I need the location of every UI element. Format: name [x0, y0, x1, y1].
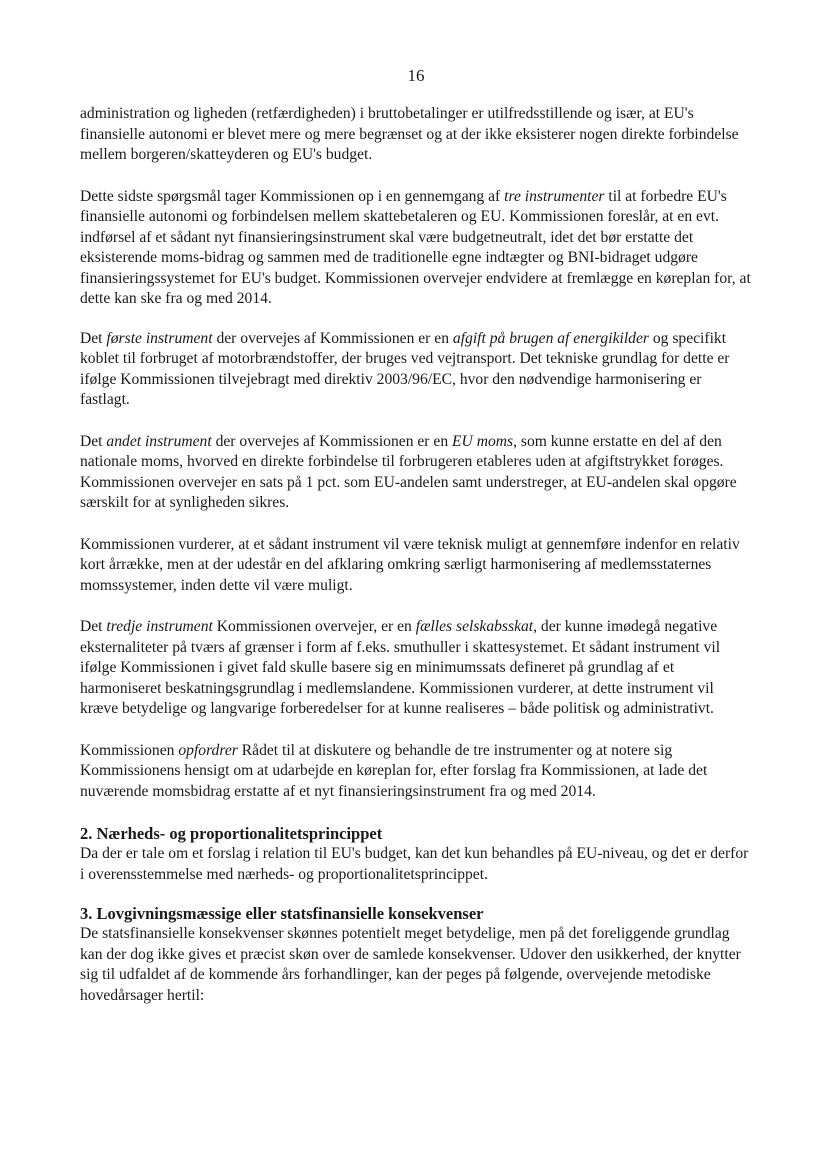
document-body: [80, 104, 755, 1024]
body-paragraph: [80, 741, 755, 803]
emphasis-text: tredje instrument: [106, 618, 213, 635]
emphasis-text: EU moms: [452, 432, 514, 450]
paragraph-text: Kommissionen overvejer, er en: [212, 618, 416, 635]
paragraph-text: , der kunne imødegå negative eksternaliteter på tværs af grænser i form af f.eks. smuthuller i skattesystemet. Et sådant instrument vil ifølge Kommissionen i givet fald skulle basere sig en minimumssats defineret på grundlag af et harmoniseret beskatningsgrundlag i medlemslandene. Kommissionen vurderer, at dette instrument vil kræve betydelige og langvarige forberedelser for at kunne realiseres – både politisk og administrativt.: [80, 618, 721, 717]
body-paragraph: [80, 535, 755, 597]
paragraph-text: Rådet til at diskutere og behandle de tre instrumenter og at notere sig Kommissionens hensigt om at udarbejde en køreplan for, efter forslag fra Kommissionen, at lade det nuværende momsbidrag erstatte af et nyt finansieringsinstrument fra og med 2014.: [80, 741, 708, 800]
emphasis-text: opfordrer: [178, 741, 238, 759]
emphasis-text: fælles selskabsskat: [415, 618, 534, 635]
page-number: 16: [407, 66, 425, 85]
paragraph-list: [80, 104, 755, 802]
paragraph-text: til at forbedre EU's finansielle autonomi og forbindelsen mellem skattebetaleren og EU. Kommissionen foreslår, at en evt. indførsel af et sådant nyt finansieringsinstrument skal være budgetneutralt, idet det bør erstatte det eksisterende moms-bidrag og sammen med de traditionelle egne indtægter og BNI-bidraget udgøre finansieringssystemet for EU's budget. Kommissionen overvejer endvidere at fremlægge en køreplan for, at dette kan ske fra og med 2014.: [80, 187, 751, 307]
paragraph-text: Dette sidste spørgsmål tager Kommissionen op i en gennemgang af: [80, 187, 505, 205]
emphasis-text: første instrument: [106, 329, 213, 347]
paragraph-text: Det: [80, 329, 107, 347]
paragraph-text: Det: [80, 618, 107, 635]
body-paragraph: [80, 104, 755, 166]
section-consequences: [80, 903, 755, 1006]
paragraph-text: , som kunne erstatte en del af den nationale moms, hvorved en direkte forbindelse til forbrugeren etableres uden at afgiftstrykket forøges. Kommissionen overvejer en sats på 1 pct. som EU-andelen samt understreger, at EU-andelen skal opgøre særskilt for at synligheden sikres.: [80, 432, 737, 511]
paragraph-text: Det: [80, 432, 107, 450]
emphasis-text: afgift på brugen af energikilder: [452, 329, 649, 347]
body-paragraph: [80, 617, 755, 720]
emphasis-text: tre instrumenter: [504, 187, 605, 205]
section-heading: 2. Nærheds- og proportionalitetsprincippet: [80, 824, 383, 843]
body-paragraph: [80, 187, 755, 310]
section-body: De statsfinansielle konsekvenser skønnes potentielt meget betydelige, men på det foreliggende grundlag kan der dog ikke gives et præcist skøn over de samlede konsekvenser. Udover den usikkerhed, der knytter sig til udfaldet af de kommende års forhandlinger, kan der peges på følgende, overvejende metodiske hovedårsager hertil:: [80, 925, 741, 1004]
paragraph-text: Kommissionen: [80, 741, 179, 759]
body-paragraph: [80, 329, 755, 411]
section-subsidiarity: [80, 823, 755, 885]
section-body: Da der er tale om et forslag i relation til EU's budget, kan det kun behandles på EU-niveau, og det er derfor i overensstemmelse med nærheds- og proportionalitetsprincippet.: [80, 845, 749, 883]
emphasis-text: andet instrument: [106, 432, 212, 450]
paragraph-text: Kommissionen vurderer, at et sådant instrument vil være teknisk muligt at gennemføre indenfor en relativ kort årrække, men at der udestår en del afklaring omkring særligt harmonisering af medlemsstaternes momssystemer, inden dette vil være muligt.: [80, 535, 740, 594]
paragraph-text: der overvejes af Kommissionen er en: [212, 329, 453, 347]
body-paragraph: [80, 432, 755, 514]
paragraph-text: og specifikt koblet til forbruget af motorbrændstoffer, der bruges ved vejtransport. Det tekniske grundlag for dette er ifølge Kommissionen tilvejebragt med direktiv 2003/96/EC, hvor den nødvendige harmonisering er fastlagt.: [80, 329, 730, 408]
paragraph-text: der overvejes af Kommissionen er en: [211, 432, 453, 450]
section-heading: 3. Lovgivningsmæssige eller statsfinansielle konsekvenser: [80, 904, 484, 923]
paragraph-text: administration og ligheden (retfærdigheden) i bruttobetalinger er utilfredsstillende og især, at EU's finansielle autonomi er blevet mere og mere begrænset og at der ikke eksisterer nogen direkte forbindelse mellem borgeren/skatteyderen og EU's budget.: [80, 105, 739, 163]
